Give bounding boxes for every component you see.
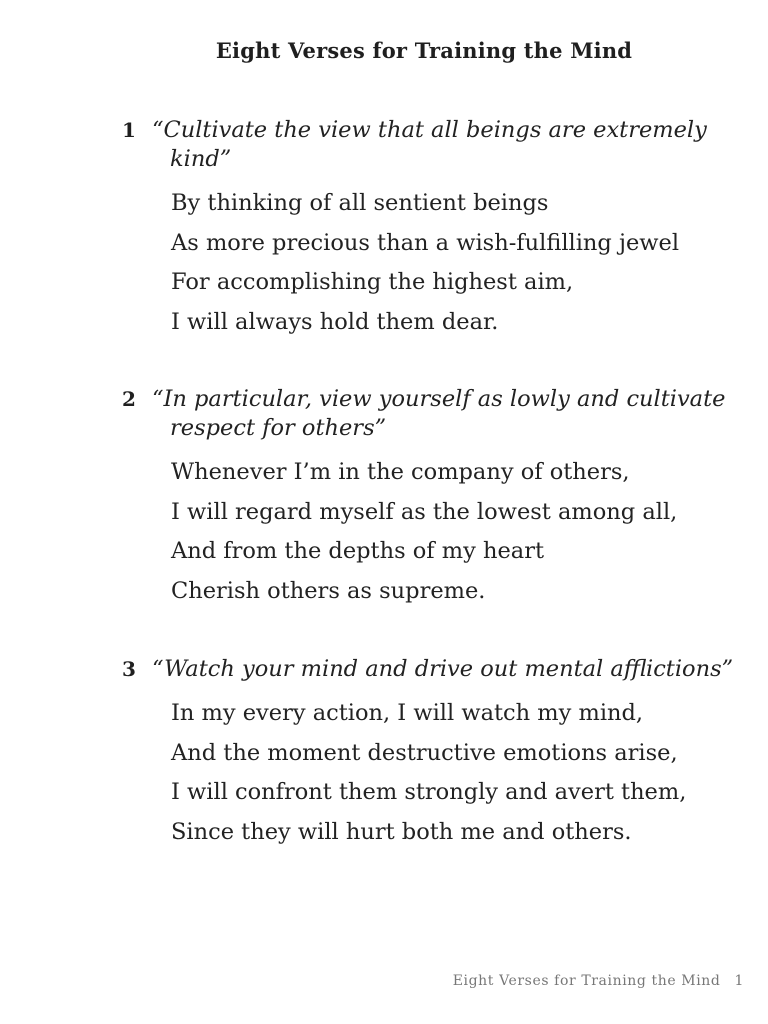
verse-line: And from the depths of my heart	[171, 538, 545, 565]
running-title: Eight Verses for Training the Mind	[452, 973, 721, 989]
page-number: 1	[734, 973, 744, 989]
verse-number: 3	[122, 657, 136, 681]
verse-line: Whenever I’m in the company of others,	[171, 459, 630, 485]
verse-heading	[122, 655, 742, 684]
verse-line: And the moment destructive emotions arise,	[171, 739, 678, 766]
verse-line: Since they will hurt both me and others.	[171, 819, 632, 846]
verse-line: In my every action, I will watch my mind,	[171, 700, 644, 726]
verse-line: I will always hold them dear.	[171, 309, 499, 336]
verse-body	[122, 453, 742, 612]
verse-number: 1	[122, 118, 136, 142]
verse-line: I will confront them strongly and avert them,	[171, 779, 687, 806]
verse-body	[122, 184, 742, 343]
verse-heading-text: “In particular, view yourself as lowly and cultivate respect for others”	[152, 386, 726, 441]
verse-line: Cherish others as supreme.	[171, 578, 486, 605]
verse-heading-text: “Cultivate the view that all beings are extremely kind”	[152, 117, 707, 172]
verse-2	[122, 385, 742, 612]
verse-heading	[122, 116, 742, 174]
page-footer	[453, 973, 744, 989]
verse-line: I will regard myself as the lowest among all,	[171, 498, 678, 525]
verse-line: By thinking of all sentient beings	[171, 190, 549, 216]
page-title: Eight Verses for Training the Mind	[215, 38, 633, 63]
verse-line: For accomplishing the highest aim,	[171, 269, 574, 296]
verse-heading	[122, 385, 742, 443]
verse-heading-text: “Watch your mind and drive out mental afflictions”	[152, 656, 734, 682]
verse-body	[122, 694, 742, 853]
verse-3	[122, 655, 742, 853]
verse-number: 2	[122, 387, 136, 411]
verse-1	[122, 116, 742, 343]
verse-line: As more precious than a wish-fulfilling jewel	[171, 229, 680, 256]
